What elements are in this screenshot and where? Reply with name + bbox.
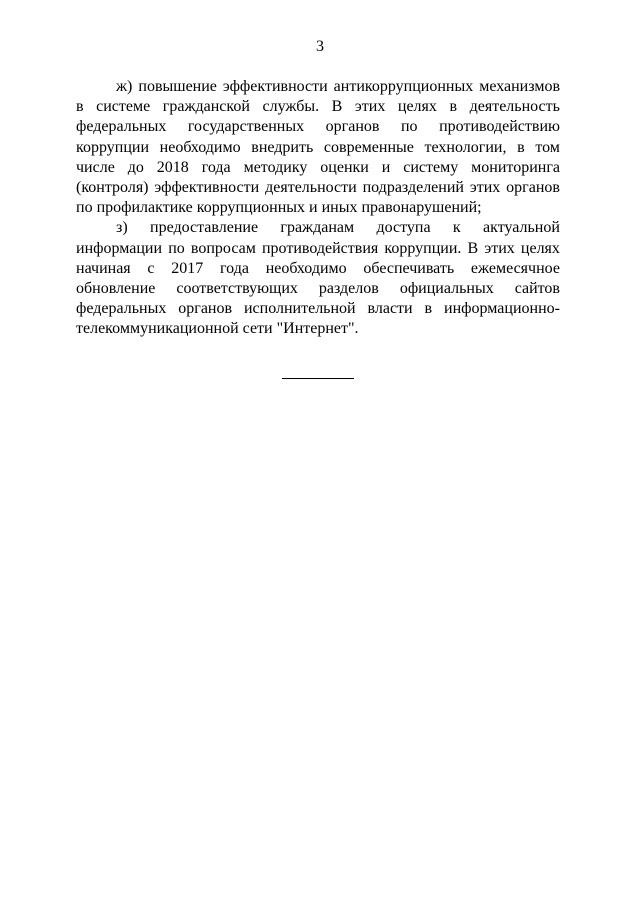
document-body	[76, 77, 560, 339]
paragraph-z	[76, 218, 560, 339]
text-line: начиная с 2017 года необходимо обеспечивать ежемесячное	[76, 259, 560, 277]
text-line: коррупции необходимо внедрить современные технологии, в том	[76, 138, 560, 156]
paragraph-zh	[76, 77, 560, 218]
text-line: (контроля) эффективности деятельности подразделений этих органов	[76, 178, 560, 196]
text-line: федеральных государственных органов по противодействию	[76, 118, 560, 136]
text-line: з) предоставление гражданам доступа к актуальной	[116, 219, 560, 237]
text-line: числе до 2018 года методику оценки и систему мониторинга	[76, 158, 560, 176]
text-line: обновление соответствующих разделов официальных сайтов	[76, 279, 560, 297]
text-line: информации по вопросам противодействия коррупции. В этих целях	[76, 239, 560, 257]
text-line: ж) повышение эффективности антикоррупционных механизмов	[116, 78, 560, 95]
text-line: телекоммуникационной сети "Интернет".	[76, 320, 359, 338]
text-line: в системе гражданской службы. В этих целях в деятельность	[76, 98, 560, 116]
end-of-text-rule	[282, 378, 354, 379]
text-line: федеральных органов исполнительной власти в информационно-	[76, 300, 560, 318]
text-line: по профилактике коррупционных и иных правонарушений;	[76, 199, 482, 217]
page-number: 3	[316, 38, 324, 55]
